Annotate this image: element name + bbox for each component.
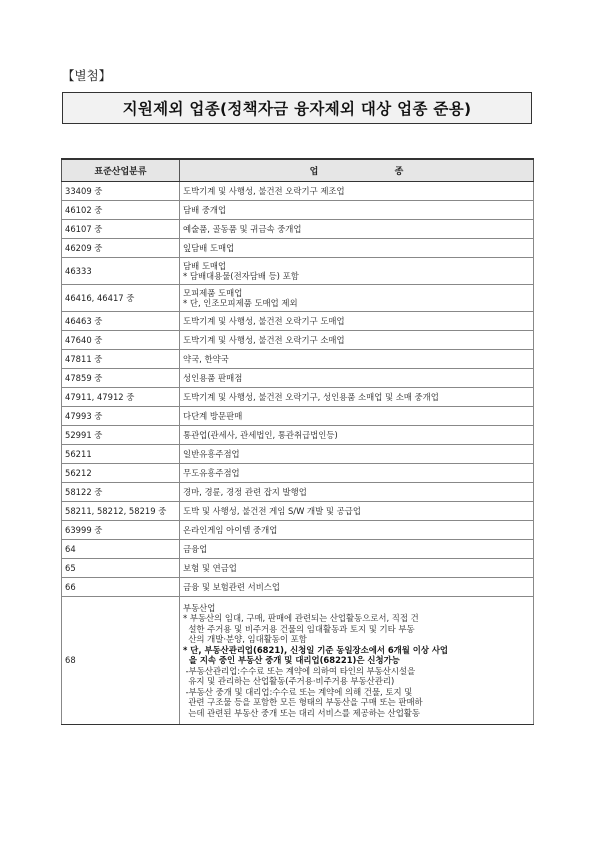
industry-code-cell: 52991 중: [62, 426, 180, 445]
table-row: [62, 464, 534, 483]
industry-code-cell: 33409 중: [62, 182, 180, 201]
table-row: [62, 182, 534, 201]
header-industry-part2: 종: [394, 167, 404, 177]
exception-note-line: 을 지속 중인 부동산 중개 및 대리업(68221)은 신청가능: [183, 655, 400, 666]
industry-description-cell: [180, 407, 534, 426]
industry-description-cell: [180, 464, 534, 483]
attachment-label: 【별첨】: [62, 68, 112, 83]
industry-code-cell: 47640 중: [62, 331, 180, 350]
description-line: 담배 도매업: [183, 260, 227, 271]
industry-description-cell: [180, 369, 534, 388]
industry-code-cell: 66: [62, 578, 180, 597]
table-row: [62, 201, 534, 220]
description-line: 성인용품 판매점: [183, 372, 243, 383]
industry-description-cell: [180, 559, 534, 578]
header-classification: 표준산업분류: [62, 159, 180, 182]
description-line: 도박 및 사행성, 불건전 게임 S/W 개발 및 공급업: [183, 505, 361, 516]
industry-code-cell: 58122 중: [62, 483, 180, 502]
description-line: 경마, 경륜, 경정 관련 잡지 발행업: [183, 486, 307, 497]
description-line: 유지 및 관리하는 산업활동(주거용·비주거용 부동산관리): [183, 676, 395, 687]
description-line: 모피제품 도매업: [183, 287, 243, 298]
table-row: [62, 521, 534, 540]
industry-description-cell: [180, 578, 534, 597]
description-line: 보험 및 연금업: [183, 562, 237, 573]
industry-description-cell: [180, 540, 534, 559]
exception-note-line: * 단, 부동산관리업(6821), 신청일 기준 동일장소에서 6개월 이상 사업: [183, 644, 449, 655]
document-title-box: [62, 92, 532, 124]
industry-code-cell: 64: [62, 540, 180, 559]
table-row: [62, 331, 534, 350]
description-line: 도박기계 및 사행성, 불건전 오락기구 제조업: [183, 185, 345, 196]
table-row: [62, 369, 534, 388]
industry-description-cell: [180, 350, 534, 369]
industry-description-cell: [180, 426, 534, 445]
description-line: -부동산관리업:수수료 또는 계약에 의하여 타인의 부동산시설을: [183, 665, 416, 676]
description-line: 금융 및 보험관련 서비스업: [183, 581, 280, 592]
table-header-row: [62, 159, 534, 182]
description-line: -부동산 중개 및 대리업:수수료 또는 계약에 의해 건물, 토지 및: [183, 686, 413, 697]
description-line: 예술품, 골동품 및 귀금속 중개업: [183, 223, 302, 234]
header-industry: [180, 159, 534, 182]
industry-code-cell: 63999 중: [62, 521, 180, 540]
industry-description-cell: [180, 445, 534, 464]
industry-code-cell: 46107 중: [62, 220, 180, 239]
industry-description-cell: [180, 521, 534, 540]
description-line: 도박기계 및 사행성, 불건전 오락기구, 성인용품 소매업 및 소매 중개업: [183, 391, 439, 402]
table-row: [62, 559, 534, 578]
industry-code-cell: 46102 중: [62, 201, 180, 220]
excluded-industries-table: [61, 158, 534, 725]
description-line: 관련 구조물 등을 포함한 모든 형태의 부동산을 구매 또는 판매하: [183, 697, 423, 708]
industry-description-cell: [180, 388, 534, 407]
industry-code-cell: 58211, 58212, 58219 중: [62, 502, 180, 521]
industry-code-cell: 47811 중: [62, 350, 180, 369]
table-row-real-estate: [62, 597, 534, 725]
industry-code-cell: 65: [62, 559, 180, 578]
industry-description-cell: [180, 201, 534, 220]
table-row: [62, 540, 534, 559]
industry-description-cell: [180, 483, 534, 502]
industry-description-cell: [180, 597, 534, 725]
table-row: [62, 258, 534, 285]
description-line: 산의 개발·분양, 임대활동이 포함: [183, 634, 307, 645]
table-row: [62, 285, 534, 312]
industry-description-cell: [180, 220, 534, 239]
industry-code-cell: 56211: [62, 445, 180, 464]
industry-code-cell: 56212: [62, 464, 180, 483]
table-row: [62, 407, 534, 426]
description-line: 통관업(관세사, 관세법인, 통관취급법인등): [183, 429, 338, 440]
industry-code-cell: 46209 중: [62, 239, 180, 258]
description-line: 온라인게임 아이템 중개업: [183, 524, 278, 535]
industry-code-cell: 47859 중: [62, 369, 180, 388]
description-line: 담배 중개업: [183, 204, 227, 215]
table-row: [62, 578, 534, 597]
industry-description-cell: [180, 331, 534, 350]
table-body: [62, 182, 534, 725]
document-title: 지원제외 업종(정책자금 융자제외 대상 업종 준용): [122, 100, 472, 118]
description-line: 무도유흥주점업: [183, 467, 240, 478]
industry-code-cell: 46463 중: [62, 312, 180, 331]
description-line: 도박기계 및 사행성, 불건전 오락기구 도매업: [183, 315, 345, 326]
description-line: 는데 관련된 부동산 중개 또는 대리 서비스를 제공하는 산업활동: [183, 707, 420, 718]
industry-description-cell: [180, 285, 534, 312]
table-row: [62, 239, 534, 258]
industry-code-cell: 68: [62, 597, 180, 725]
description-line: 일반유흥주점업: [183, 448, 240, 459]
industry-code-cell: 47993 중: [62, 407, 180, 426]
description-line: 설한 주거용 및 비주거용 건물의 임대활동과 토지 및 기타 부동: [183, 623, 415, 634]
table-row: [62, 388, 534, 407]
industry-code-cell: 46416, 46417 중: [62, 285, 180, 312]
industry-description-cell: [180, 239, 534, 258]
table-row: [62, 483, 534, 502]
table-row: [62, 350, 534, 369]
description-line: * 담배대용물(전자담배 등) 포함: [183, 271, 299, 281]
table-row: [62, 445, 534, 464]
table-row: [62, 312, 534, 331]
header-industry-part1: 업: [309, 167, 319, 177]
industry-description-cell: [180, 258, 534, 285]
description-line: 금융업: [183, 543, 208, 554]
industry-code-cell: 47911, 47912 중: [62, 388, 180, 407]
description-line: 부동산업: [183, 602, 216, 613]
description-line: 약국, 한약국: [183, 353, 229, 364]
description-line: * 단, 인조모피제품 도매업 제외: [183, 298, 298, 308]
industry-description-cell: [180, 502, 534, 521]
industry-code-cell: 46333: [62, 258, 180, 285]
description-line: 도박기계 및 사행성, 불건전 오락기구 소매업: [183, 334, 345, 345]
description-line: 잎담배 도매업: [183, 242, 235, 253]
description-line: * 부동산의 임대, 구매, 판매에 관련되는 산업활동으로서, 직접 건: [183, 613, 419, 624]
description-line: 다단계 방문판매: [183, 410, 243, 421]
industry-description-cell: [180, 182, 534, 201]
table-row: [62, 426, 534, 445]
table-row: [62, 220, 534, 239]
industry-description-cell: [180, 312, 534, 331]
table-row: [62, 502, 534, 521]
